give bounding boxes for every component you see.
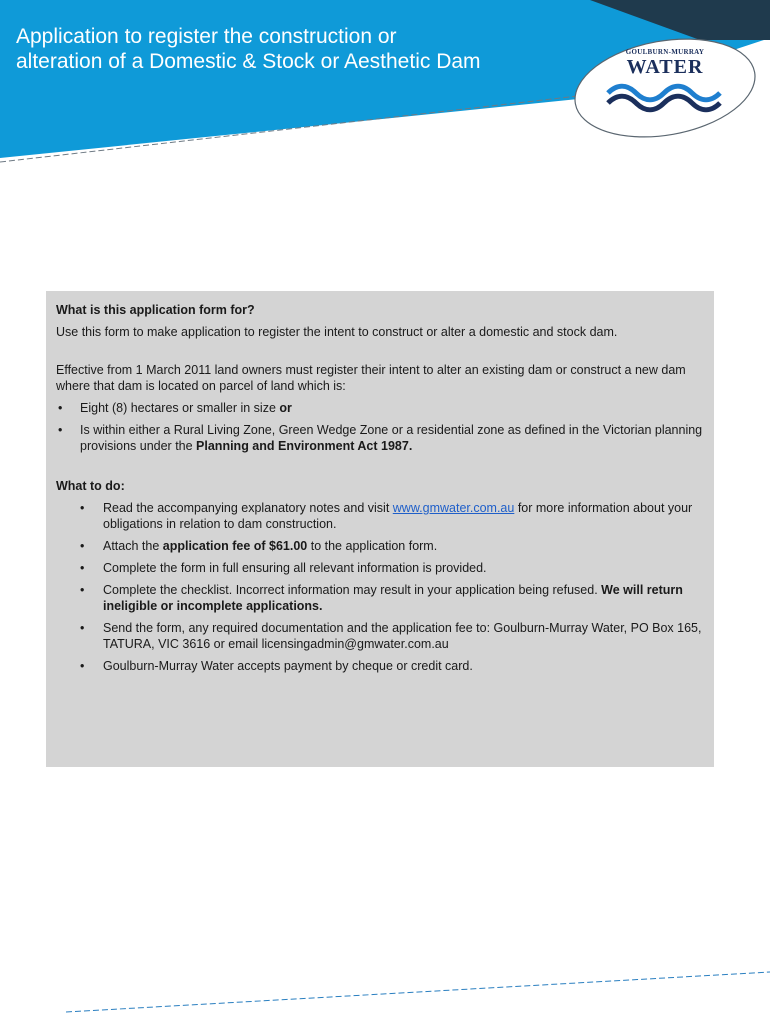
section-heading-purpose: What is this application form for?: [56, 303, 255, 317]
step-2-after: to the application form.: [307, 539, 438, 553]
step-1-after: for more information about your obligations in relation to dam construction.: [103, 501, 693, 531]
list-item: [56, 538, 704, 554]
criteria-2-text: Is within either a Rural Living Zone, Green Wedge Zone or a residential zone as defined in the Victorian planning provisions under the: [80, 423, 703, 453]
list-item: [56, 560, 704, 576]
purpose-effective: Effective from 1 March 2011 land owners must register their intent to alter an existing dam or construct a new dam where that dam is located on parcel of land which is:: [56, 363, 686, 393]
step-3-text: Complete the form in full ensuring all relevant information is provided.: [103, 561, 487, 575]
step-4-bold: We will return ineligible or incomplete applications.: [103, 583, 683, 613]
step-4-text: Complete the checklist. Incorrect information may result in your application being refused.: [103, 583, 602, 597]
step-2-before: Attach the: [103, 539, 163, 553]
gmwater-link[interactable]: www.gmwater.com.au: [392, 501, 515, 515]
criteria-1-text: Eight (8) hectares or smaller in size: [80, 401, 280, 415]
page-title: [16, 24, 576, 74]
logo: [602, 48, 728, 77]
list-item: [56, 500, 704, 532]
list-item: [56, 658, 704, 674]
criteria-2-bold: Planning and Environment Act 1987.: [196, 439, 413, 453]
title-line-1: Application to register the construction or: [16, 25, 397, 48]
step-1-before: Read the accompanying explanatory notes and visit: [103, 501, 393, 515]
criteria-list: [56, 400, 704, 454]
title-line-2: alteration of a Domestic & Stock or Aesthetic Dam: [16, 50, 481, 73]
step-6-text: Goulburn-Murray Water accepts payment by cheque or credit card.: [103, 659, 473, 673]
criteria-1-bold: or: [279, 401, 292, 415]
section-heading-what-to-do: What to do:: [56, 479, 125, 493]
list-item: [56, 582, 704, 614]
purpose-intro: Use this form to make application to register the intent to construct or alter a domestic and stock dam.: [56, 325, 618, 339]
step-5-text: Send the form, any required documentation and the application fee to: Goulburn-Murray Water, PO Box 165, TATURA, VIC 3616 or email licensingadmin@gmwater.com.au: [103, 621, 702, 651]
list-item: [56, 400, 704, 416]
logo-small-text: GOULBURN-MURRAY: [625, 48, 705, 56]
step-2-bold: application fee of $61.00: [162, 539, 308, 553]
info-box: [46, 291, 714, 767]
list-item: [56, 422, 704, 454]
logo-big-text: WATER: [626, 56, 704, 78]
footer-dashed-line: [0, 960, 770, 1024]
list-item: [56, 620, 704, 652]
steps-list: [56, 500, 704, 674]
